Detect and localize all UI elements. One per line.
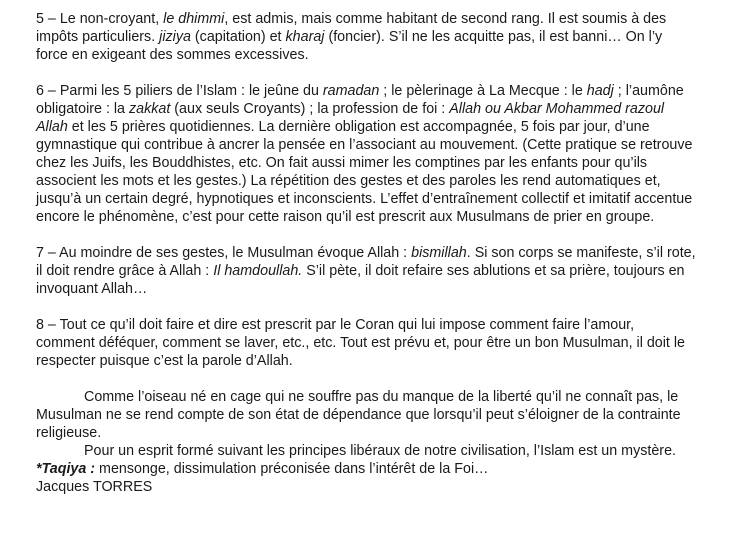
p6-text-i: et les 5 prières quotidiennes. La dernière obligation est accompagnée, 5 fois par jour, d’une gymnastique qui contribue à ancrer la pensée en l’associant au mouvement. (Cette pratique se retrouve chez les Juifs, les Bouddhistes, etc. On fait aussi mimer les comptines par les enfants pour qu’ils associent les mots et les gestes.) La répétition des gestes et des paroles les rend automatiques et, jusqu’à un certain degré, hypnotiques et inconscients. L’effet d’entraînement collectif et imitatif accentue encore le phénomène, c’est pour cette raison qu’il est prescrit aux Musulmans de prier en groupe. bbox=[36, 119, 693, 225]
footnote bbox=[36, 460, 696, 478]
p7-term-bismillah: bismillah bbox=[411, 245, 467, 261]
conclusion-text-2: Pour un esprit formé suivant les principes libéraux de notre civilisation, l’Islam est un mystère. bbox=[84, 443, 676, 459]
p6-term-zakkat: zakkat bbox=[129, 101, 171, 117]
p7-term-hamdoullah: Il hamdoullah. bbox=[213, 263, 303, 279]
p5-text-e: (capitation) et bbox=[190, 29, 286, 45]
conclusion-paragraph-1 bbox=[36, 388, 696, 442]
p6-term-ramadan: ramadan bbox=[322, 83, 380, 99]
p6-text-c: ; le pèlerinage à La Mecque : le bbox=[379, 83, 587, 99]
p6-term-profession: Allah ou Akbar Mohammed razoul Allah bbox=[36, 101, 665, 135]
paragraph-6 bbox=[36, 82, 696, 226]
p6-term-hadj: hadj bbox=[586, 83, 614, 99]
paragraph-5 bbox=[36, 10, 696, 64]
p5-term-kharaj: kharaj bbox=[285, 29, 325, 45]
p7-text-c: . Si son corps se manifeste, s’il rote, il doit rendre grâce à Allah : bbox=[36, 245, 696, 279]
p6-text-e: ; l’aumône obligatoire : la bbox=[36, 83, 684, 117]
document-body bbox=[36, 10, 696, 496]
p7-text-a: 7 – Au moindre de ses gestes, le Musulman évoque Allah : bbox=[36, 245, 412, 261]
p5-text-a: 5 – Le non-croyant, bbox=[36, 11, 164, 27]
p5-text-c: , est admis, mais comme habitant de second rang. Il est soumis à des impôts particuliers. bbox=[36, 11, 667, 45]
signature: Jacques TORRES bbox=[36, 479, 153, 495]
p5-text-g: (foncier). S’il ne les acquitte pas, il est banni… On l’y force en exigeant des sommes excessives. bbox=[36, 29, 663, 63]
p5-term-dhimmi: le dhimmi bbox=[163, 11, 225, 27]
p5-term-jiziya: jiziya bbox=[159, 29, 191, 45]
p6-text-a: 6 – Parmi les 5 piliers de l’Islam : le jeûne du bbox=[36, 83, 323, 99]
conclusion-text-1: Comme l’oiseau né en cage qui ne souffre pas du manque de la liberté qu’il ne connaît pas, le Musulman ne se rend compte de son état de dépendance que lorsqu’il peut s’éloigner de la contrainte religieuse. bbox=[36, 389, 681, 441]
conclusion-paragraph-2 bbox=[36, 442, 696, 460]
paragraph-8: 8 – Tout ce qu’il doit faire et dire est prescrit par le Coran qui lui impose comment faire l’amour, comment déféquer, comment se laver, etc., etc. Tout est prévu et, pour être un bon Musulman, il doit le respecter puisque c’est la parole d’Allah. bbox=[36, 317, 685, 369]
footnote-definition: mensonge, dissimulation préconisée dans l’intérêt de la Foi… bbox=[95, 461, 489, 477]
p7-text-e: S’il pète, il doit refaire ses ablutions et sa prière, toujours en invoquant Allah… bbox=[36, 263, 685, 297]
paragraph-7 bbox=[36, 244, 696, 298]
p6-text-g: (aux seuls Croyants) ; la profession de foi : bbox=[170, 101, 450, 117]
footnote-term: *Taqiya : bbox=[36, 461, 96, 477]
